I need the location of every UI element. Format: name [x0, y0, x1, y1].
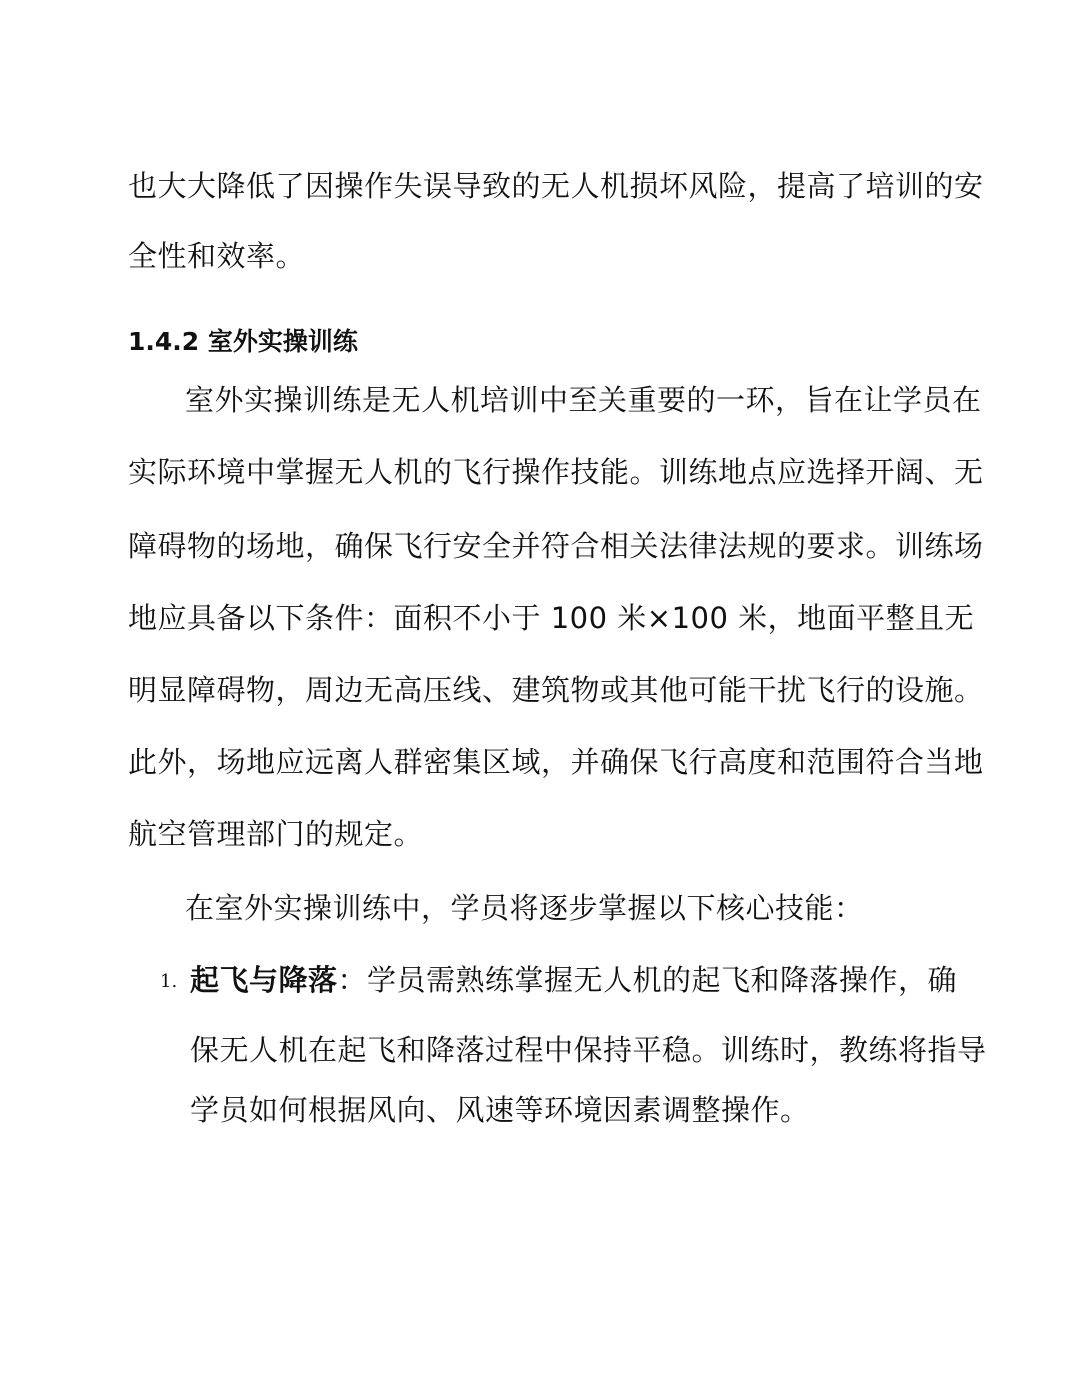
- paragraph-line: 地应具备以下条件：面积不小于 100 米×100 米，地面平整且无: [128, 601, 975, 635]
- list-item-number: 1.: [160, 971, 178, 992]
- paragraph-line: 此外，场地应远离人群密集区域，并确保飞行高度和范围符合当地: [128, 745, 984, 779]
- paragraph-line: 室外实操训练是无人机培训中至关重要的一环，旨在让学员在: [185, 383, 982, 417]
- paragraph-2: 在室外实操训练中，学员将逐步掌握以下核心技能：: [185, 891, 864, 925]
- list-item-line-3: 学员如何根据风向、风速等环境因素调整操作。: [190, 1093, 810, 1127]
- list-item-line-1: [190, 960, 957, 1000]
- list-item-text: ：学员需熟练掌握无人机的起飞和降落操作，确: [337, 963, 958, 997]
- paragraph-line: 实际环境中掌握无人机的飞行操作技能。训练地点应选择开阔、无: [128, 455, 984, 489]
- section-heading: 1.4.2 室外实操训练: [128, 327, 358, 356]
- paragraph-line: 明显障碍物，周边无高压线、建筑物或其他可能干扰飞行的设施。: [128, 673, 984, 707]
- list-item-term: 起飞与降落: [190, 963, 338, 997]
- intro-line-1: 也大大降低了因操作失误导致的无人机损坏风险，提高了培训的安: [128, 169, 984, 203]
- list-item-line-2: 保无人机在起飞和降落过程中保持平稳。训练时，教练将指导: [190, 1033, 987, 1067]
- paragraph-line: 障碍物的场地，确保飞行安全并符合相关法律法规的要求。训练场: [128, 529, 984, 563]
- intro-line-2: 全性和效率。: [128, 239, 306, 273]
- paragraph-line: 航空管理部门的规定。: [128, 817, 424, 851]
